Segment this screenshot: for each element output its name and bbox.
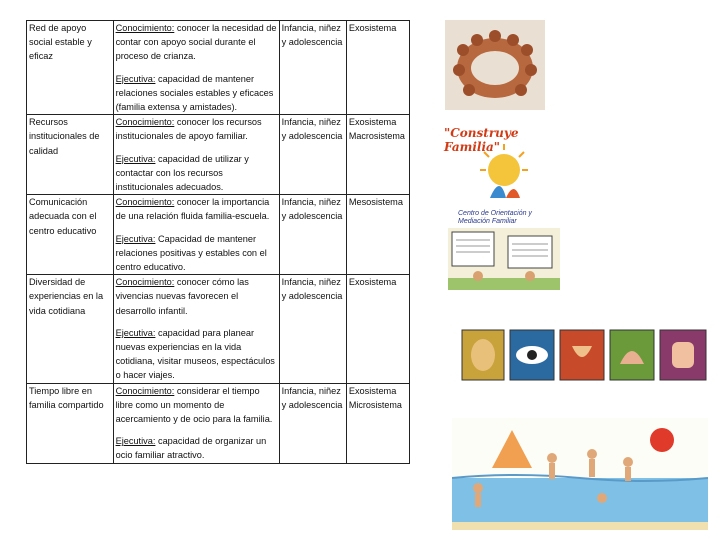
competence-cell [113, 275, 279, 383]
family-beach-illustration [452, 418, 708, 530]
clay-figures-circle-image [445, 20, 545, 110]
system-label: Exosistema [348, 117, 397, 128]
executive-label: Ejecutiva: [115, 73, 156, 84]
knowledge-label: Conocimiento: [115, 385, 175, 396]
skills-table [26, 20, 410, 464]
resource-cell [27, 195, 114, 275]
stage-cell [279, 21, 346, 115]
table-row [27, 21, 410, 115]
resource-cell [27, 275, 114, 383]
system-label: Mesosistema [348, 197, 403, 208]
construye-familia-logo [440, 122, 562, 225]
knowledge-competence [116, 115, 277, 143]
system-cell [346, 195, 409, 275]
executive-label: Ejecutiva: [115, 327, 156, 338]
knowledge-competence [116, 275, 277, 318]
system-cell [346, 21, 409, 115]
knowledge-text: conocer la necesidad de contar con apoyo social durante el proceso de crianza. [115, 23, 277, 62]
competence-cell [113, 195, 279, 275]
executive-text: capacidad de mantener relaciones sociales estables y eficaces (familia extensa y amistades). [115, 73, 274, 113]
competence-cell [113, 115, 279, 195]
competence-cell [113, 383, 279, 463]
stage-label: Infancia, niñez y adolescencia [281, 385, 343, 410]
system-secondary-label: Macrosistema [348, 131, 405, 142]
stage-label: Infancia, niñez y adolescencia [281, 23, 343, 48]
executive-label: Ejecutiva: [115, 436, 156, 447]
resource-label: Comunicación adecuada con el centro educativo [29, 197, 97, 236]
stage-label: Infancia, niñez y adolescencia [281, 117, 343, 142]
system-cell [346, 275, 409, 383]
knowledge-competence [116, 384, 277, 427]
knowledge-label: Conocimiento: [115, 117, 175, 128]
knowledge-label: Conocimiento: [115, 277, 175, 288]
resource-cell [27, 21, 114, 115]
executive-label: Ejecutiva: [115, 233, 156, 244]
resource-cell [27, 383, 114, 463]
resource-label: Red de apoyo social estable y eficaz [29, 23, 92, 62]
table-row [27, 195, 410, 275]
table-row [27, 275, 410, 383]
executive-text: capacidad para planear nuevas experiencias en la vida cotidiana, visitar museos, espectáculos o hacer viajes. [115, 327, 275, 381]
executive-competence [116, 434, 277, 462]
table-row [27, 115, 410, 195]
system-secondary-label: Microsistema [348, 399, 402, 410]
stage-label: Infancia, niñez y adolescencia [281, 277, 343, 302]
knowledge-label: Conocimiento: [115, 23, 175, 33]
stage-cell [279, 383, 346, 463]
executive-competence [116, 152, 277, 195]
system-label: Exosistema [348, 23, 397, 33]
executive-competence [116, 232, 277, 275]
resource-label: Tiempo libre en familia compartido [29, 385, 104, 410]
knowledge-text: considerar el tiempo libre como un momento de acercamiento y de ocio para la familia. [115, 385, 273, 425]
system-label: Exosistema [348, 277, 397, 288]
senses-icons-row [460, 328, 710, 384]
executive-competence [116, 72, 277, 115]
stage-cell [279, 115, 346, 195]
executive-text: Capacidad de mantener relaciones positivas y estables con el centro educativo. [115, 233, 267, 273]
knowledge-text: conocer los recursos institucionales de apoyo familiar. [115, 117, 262, 142]
system-label: Exosistema [348, 385, 397, 396]
knowledge-competence [116, 21, 277, 64]
executive-competence [116, 326, 277, 383]
stage-cell [279, 195, 346, 275]
stage-cell [279, 275, 346, 383]
table-row [27, 383, 410, 463]
school-signs-cartoon [448, 228, 560, 290]
knowledge-competence [116, 195, 277, 223]
system-cell [346, 115, 409, 195]
executive-text: capacidad de utilizar y contactar con los recursos institucionales adecuados. [115, 153, 249, 193]
knowledge-text: conocer cómo las vivencias nuevas favorecen el desarrollo infantil. [115, 277, 249, 316]
resource-label: Diversidad de experiencias en la vida cotidiana [29, 277, 104, 316]
resource-label: Recursos institucionales de calidad [29, 117, 100, 156]
stage-label: Infancia, niñez y adolescencia [281, 197, 343, 222]
logo-subtitle: Centro de Orientación y Mediación Familiar [458, 210, 532, 225]
knowledge-label: Conocimiento: [115, 197, 175, 208]
resource-cell [27, 115, 114, 195]
competence-cell [113, 21, 279, 115]
knowledge-text: conocer la importancia de una relación fluida familia-escuela. [115, 197, 270, 222]
logo-title: "Construye Familia" [444, 126, 519, 154]
system-cell [346, 383, 409, 463]
executive-label: Ejecutiva: [115, 153, 156, 164]
executive-text: capacidad de organizar un ocio familiar atractivo. [115, 436, 267, 461]
